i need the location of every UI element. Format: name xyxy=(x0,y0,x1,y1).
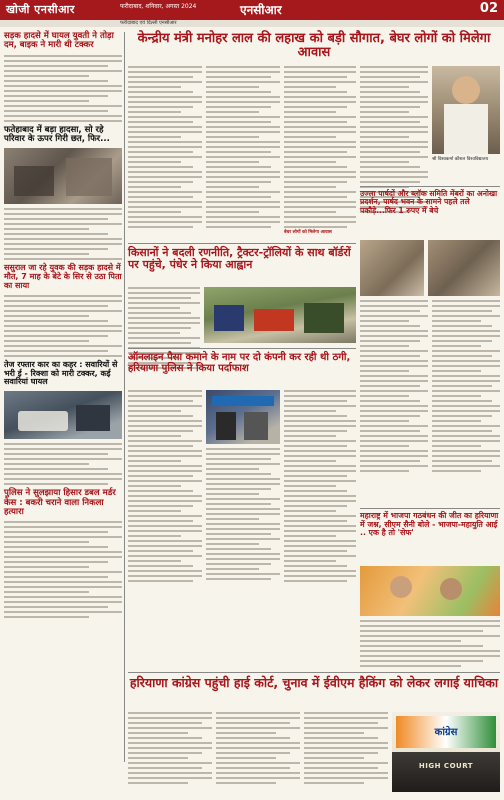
masthead xyxy=(0,0,504,20)
bottom-headline: हरियाणा कांग्रेस पहुंची हाई कोर्ट, चुनाव में ईवीएम हैकिंग को लेकर लगाई याचिका xyxy=(129,675,499,690)
subbar: फरीदाबाद एवं दिल्ली एनसीआर xyxy=(0,20,504,27)
top-right-photo xyxy=(432,66,500,154)
story5-headline: पुलिस ने सुलझाया हिसार डबल मर्डर केस : बकरी चराने वाला निकला हत्यारा xyxy=(4,488,116,517)
story2-photo xyxy=(4,148,122,204)
top-story xyxy=(128,32,500,61)
divider xyxy=(360,186,500,187)
court-label: HIGH COURT xyxy=(418,762,474,770)
masthead-date: फरीदाबाद, शनिवार, अगस्त 2024 xyxy=(120,3,197,10)
online-story xyxy=(128,352,356,374)
side-story xyxy=(360,190,500,215)
farmers-story xyxy=(128,247,356,271)
online-body-col2 xyxy=(206,448,280,583)
divider xyxy=(128,348,356,349)
story3-headline: ससुराल जा रहे युवक की सड़क हादसे में मौत, 7 माह के बेटे के सिर से उठा पिता का साया xyxy=(4,263,122,290)
story2-headline: फतेहाबाद में बड़ा हादसा, सो रहे परिवार के ऊपर गिरी छत, फिर... xyxy=(4,124,110,145)
page-number: 02 xyxy=(479,1,498,16)
farmers-photo xyxy=(204,287,356,343)
story1-headline: सड़क हादसे में घायल युवती ने तोड़ा दम, बाइक ने मारी थी टक्कर xyxy=(4,31,114,51)
online-headline: ऑनलाइन पैसा कमाने के नाम पर दो कंपनी कर रही थी ठगी, हरियाणा पुलिस ने किया पर्दाफाश xyxy=(128,352,351,374)
bjp-photo xyxy=(360,566,500,616)
bjp-story xyxy=(360,512,500,538)
side-story-body-col2 xyxy=(432,300,500,475)
top-story-body-col3 xyxy=(284,66,356,231)
farmers-headline: किसानों ने बदली रणनीति, ट्रैक्टर-ट्रॉलियों के साथ बॉर्डरों पर पहुंचे, पंधेर ने किया आह्वान xyxy=(128,246,351,272)
bjp-headline: महाराष्ट्र में भाजपा गठबंधन की जीत का हरियाणा में जश्न, सीएम सैनी बोले - भाजपा-महायुति आई .. एक है तो 'सेफ' xyxy=(360,511,499,538)
column-divider xyxy=(124,32,125,762)
divider xyxy=(360,508,500,509)
story3-body xyxy=(4,295,122,357)
bjp-body xyxy=(360,620,500,670)
bottom-body-col1 xyxy=(128,712,212,787)
story1-body xyxy=(4,55,122,122)
congress-label: कांग्रेस xyxy=(434,727,458,738)
top-story-headline: केन्द्रीय मंत्री मनोहर लाल की लहाख को बड़ी सौगात, बेघर लोगों को मिलेगा आवास xyxy=(137,31,491,61)
story2-body xyxy=(4,208,122,260)
top-story-caption: बेघर लोगों को मिलेगा आवास xyxy=(284,230,332,235)
story4-body xyxy=(4,443,122,485)
bottom-body-col3 xyxy=(304,712,388,787)
protest-photo-1 xyxy=(360,240,424,296)
divider xyxy=(128,243,356,244)
side-story-body-col1 xyxy=(360,300,428,475)
online-photo xyxy=(206,390,280,444)
congress-court-photo xyxy=(392,712,500,792)
masthead-brand: एनसीआर xyxy=(240,3,282,17)
top-story-body-col2 xyxy=(206,66,280,231)
top-right-caption: श्री विश्वकर्मा कौशल विश्वविद्यालय xyxy=(432,157,489,162)
bottom-body-col2 xyxy=(216,712,300,787)
masthead-title: खोजी एनसीआर xyxy=(6,3,75,16)
top-story-body-col1 xyxy=(128,66,202,231)
bottom-story xyxy=(128,676,500,690)
left-column xyxy=(4,32,122,621)
online-body-col1 xyxy=(128,390,202,585)
story4-photo xyxy=(4,391,122,439)
divider xyxy=(128,672,500,673)
side-story-headline: उज्ला पार्षदों और ब्लॉक समिति मेंबरों का अनोखा प्रदर्शन, पार्षद भवन के सामने पहले तले पकौड़े...फिर 1 रुपए में बेचे xyxy=(360,189,498,215)
story4-headline: तेज रफ्तार कार का कहर : सवारियों से भरी ई - रिक्शा को मारी टक्कर, कई सवारियां घायल xyxy=(4,359,118,387)
online-body-col3 xyxy=(284,390,356,585)
story5-body xyxy=(4,521,122,618)
protest-photo-2 xyxy=(428,240,500,296)
